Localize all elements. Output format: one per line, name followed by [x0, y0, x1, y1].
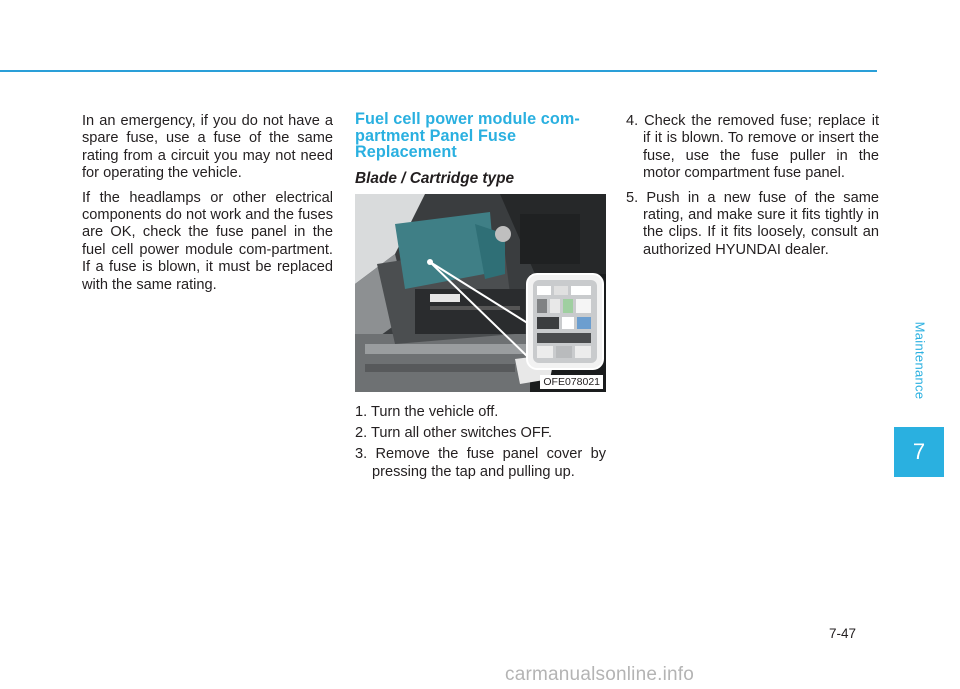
subheading: Blade / Cartridge type [355, 169, 515, 187]
fuse-panel-photo [355, 194, 606, 392]
list-item: 5. Push in a new fuse of the same rating, and make sure it fits tightly in the clips. If it fits loosely, consult an authorized HYUNDAI dealer. [626, 189, 879, 258]
middle-column [355, 111, 606, 485]
left-column [82, 113, 333, 301]
section-heading: Fuel cell power module com-partment Panel Fuse Replacement [355, 110, 580, 161]
chapter-title: Maintenance [912, 321, 928, 399]
chapter-tab-label [890, 300, 950, 420]
list-item: 1. Turn the vehicle off. [355, 403, 499, 420]
list-item: 4. Check the removed fuse; replace it if it is blown. To remove or insert the fuse, use the fuse puller in the motor compartment fuse panel. [626, 113, 879, 182]
steps-list [355, 404, 606, 482]
chapter-number-tab: 7 [894, 427, 944, 477]
right-column [626, 113, 879, 266]
paragraph: In an emergency, if you do not have a spare fuse, use a fuse of the same rating from a circuit you may not need for operating the vehicle. [82, 113, 333, 182]
list-item: 3. Remove the fuse panel cover by pressing the tap and pulling up. [355, 446, 606, 480]
figure-code: OFE078021 [540, 375, 603, 389]
engine-compartment-illustration [355, 194, 606, 392]
paragraph: If the headlamps or other electrical components do not work and the fuses are OK, check the fuse panel in the fuel cell power module com-partment. If a fuse is blown, it must be replaced with the same rating. [82, 189, 333, 293]
steps-list [626, 113, 879, 259]
header-rule [0, 70, 877, 72]
page-number: 7-47 [829, 626, 857, 641]
list-item: 2. Turn all other switches OFF. [355, 424, 553, 441]
watermark: carmanualsonline.info [505, 664, 695, 685]
